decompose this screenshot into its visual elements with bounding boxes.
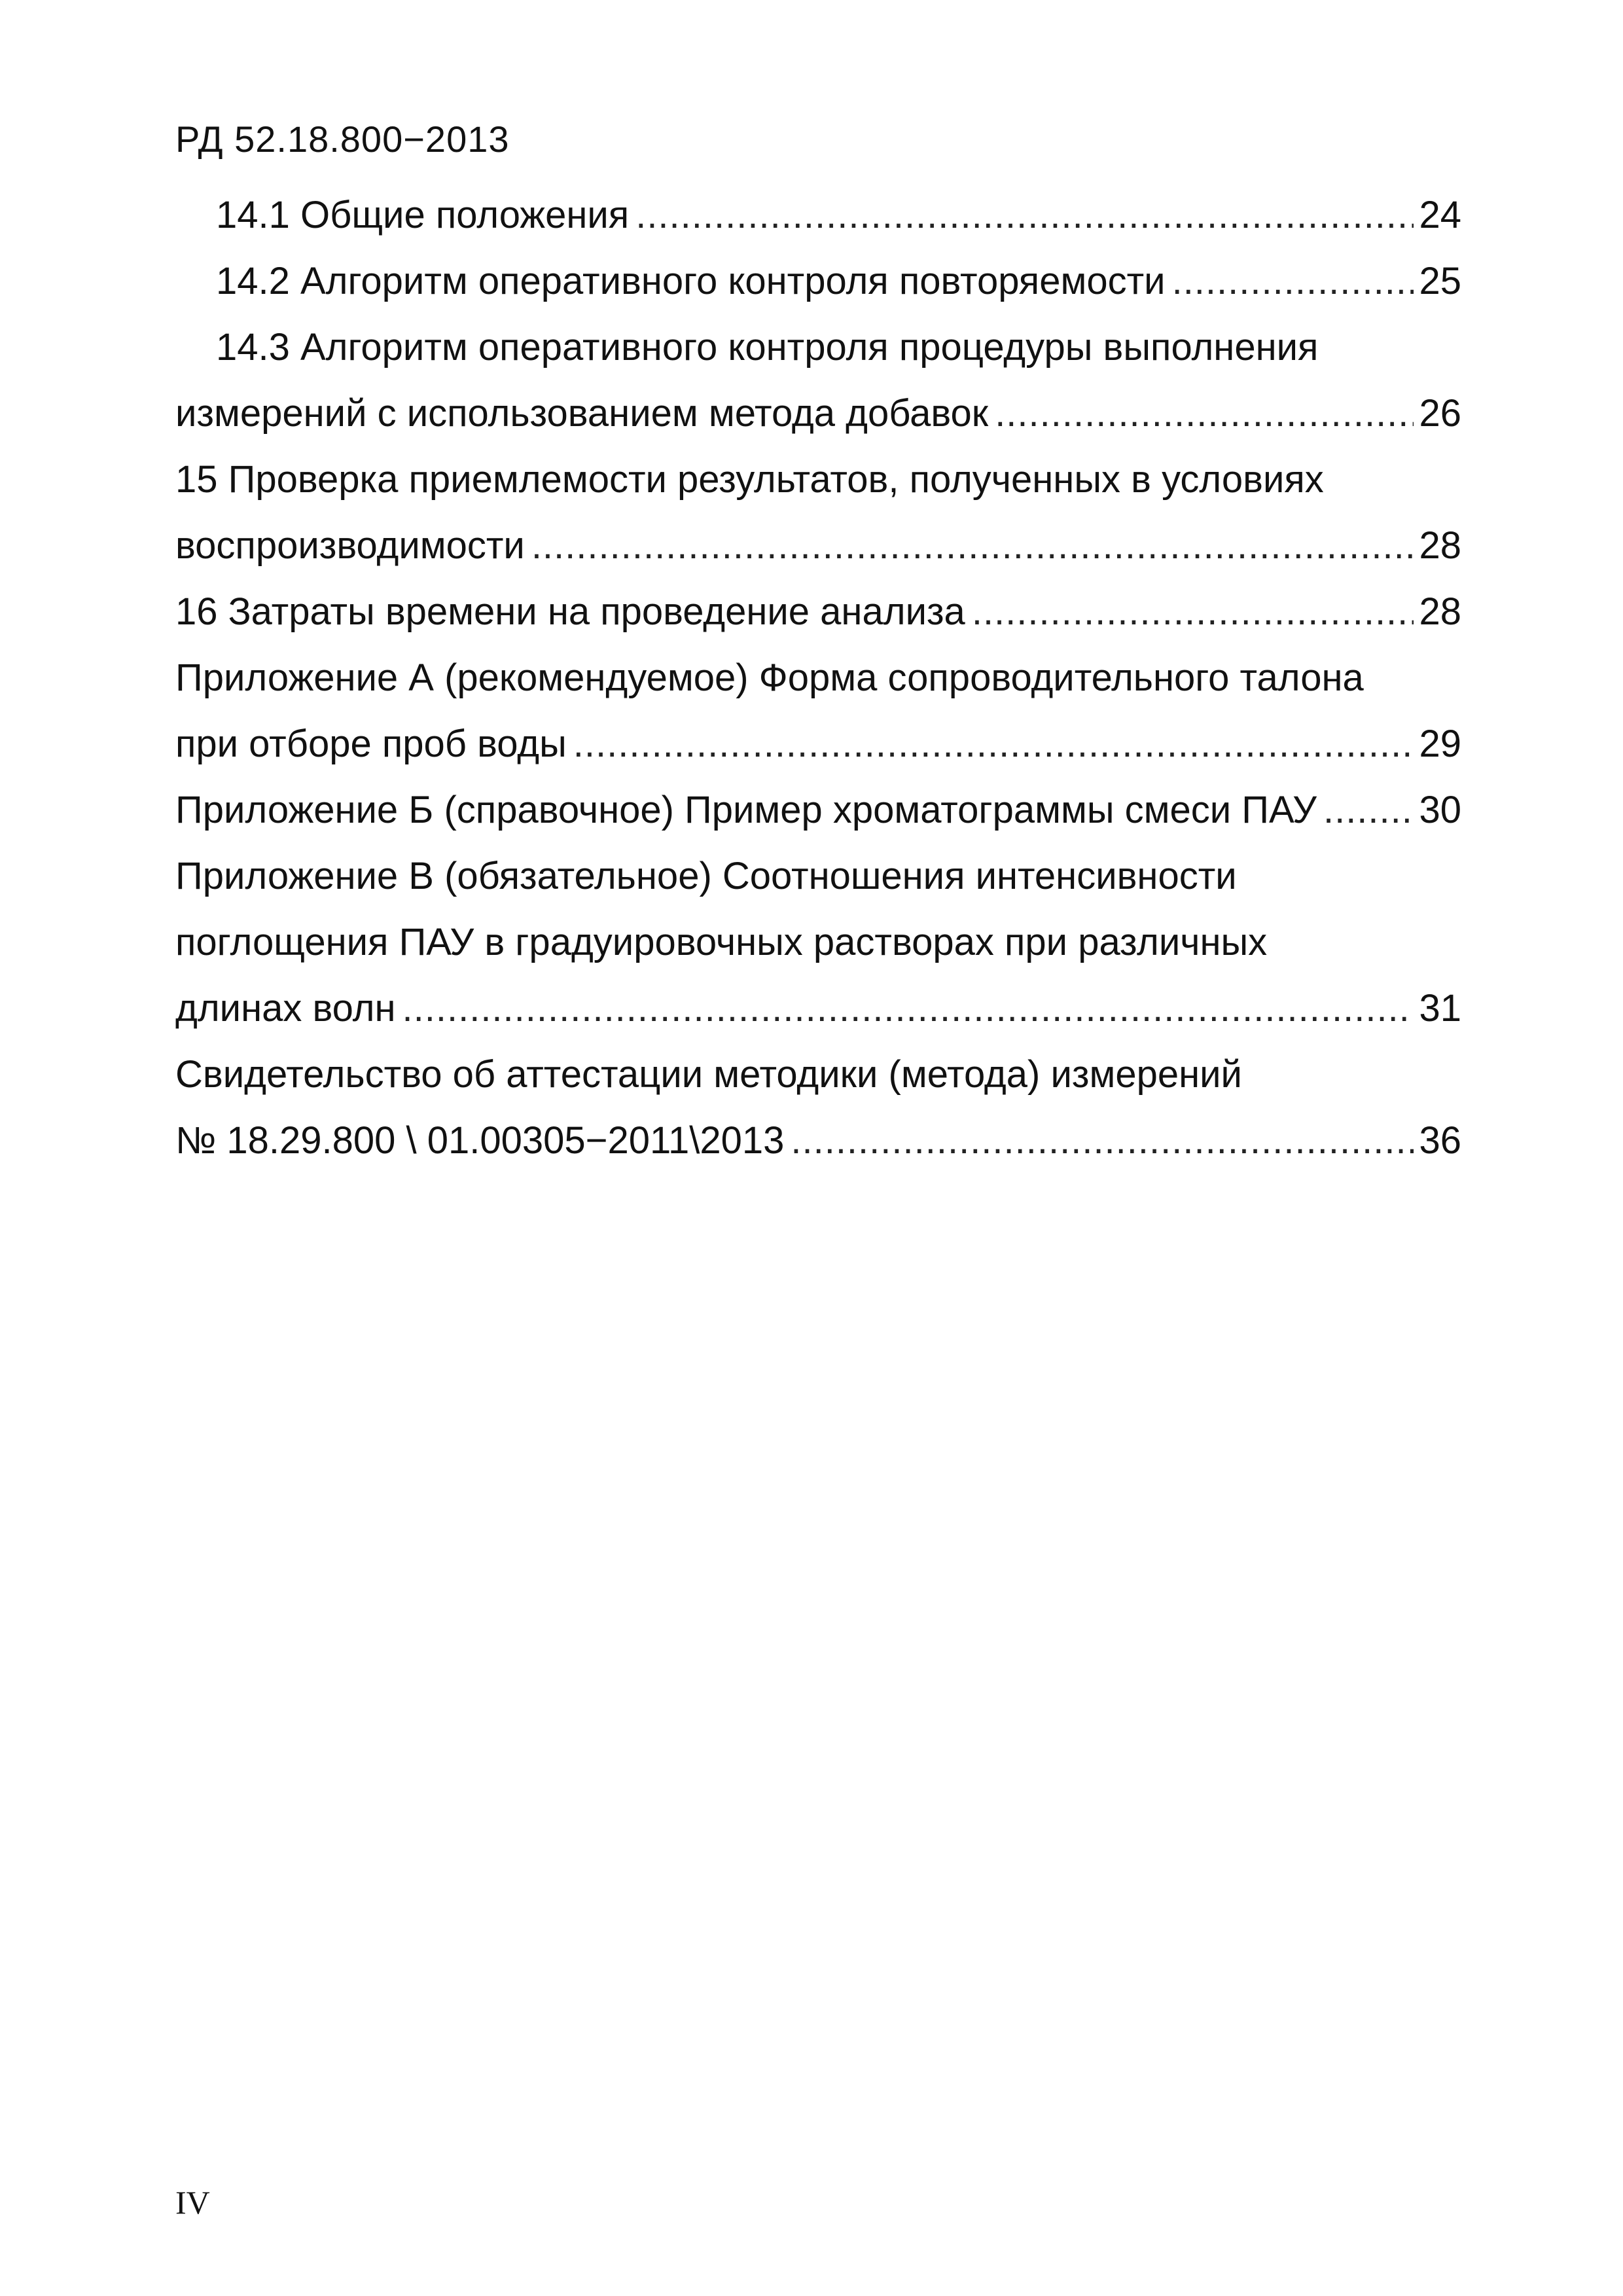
- toc-page-number: 25: [1419, 260, 1461, 302]
- toc-entry-title: 14.1 Общие положения: [216, 194, 630, 236]
- dot-leader: [1172, 248, 1414, 314]
- toc-entry[interactable]: [175, 248, 1461, 314]
- toc-entry[interactable]: [175, 975, 1461, 1041]
- toc-page-number: 30: [1419, 789, 1461, 831]
- toc-entry[interactable]: [175, 182, 1461, 248]
- document-id-header: РД 52.18.800−2013: [175, 118, 510, 160]
- toc-entry-line[interactable]: [175, 909, 1461, 975]
- toc-entry-line[interactable]: [175, 645, 1461, 711]
- dot-leader: [635, 182, 1414, 248]
- toc-entry-title-continued: при отборе проб воды: [175, 723, 567, 765]
- toc-entry-title: 14.2 Алгоритм оперативного контроля повторяемости: [216, 260, 1166, 302]
- dot-leader: [995, 380, 1414, 446]
- table-of-contents: [175, 182, 1461, 1174]
- toc-entry-line[interactable]: [175, 843, 1461, 909]
- dot-leader: [531, 512, 1414, 579]
- toc-entry-line[interactable]: [175, 446, 1461, 512]
- toc-entry[interactable]: [175, 579, 1461, 645]
- toc-page-number: 24: [1419, 194, 1461, 236]
- toc-entry-title: Приложение А (рекомендуемое) Форма сопроводительного талона: [175, 656, 1364, 699]
- toc-page-number: 28: [1419, 590, 1461, 633]
- toc-entry[interactable]: [175, 711, 1461, 777]
- toc-page-number: 31: [1419, 987, 1461, 1030]
- toc-entry-line[interactable]: [175, 314, 1461, 380]
- toc-entry-title-continued: длинах волн: [175, 987, 396, 1030]
- toc-page-number: 26: [1419, 392, 1461, 435]
- dot-leader: [1323, 777, 1414, 843]
- toc-entry[interactable]: [175, 380, 1461, 446]
- toc-entry-title-continued: воспроизводимости: [175, 524, 525, 567]
- toc-entry-title-continued: поглощения ПАУ в градуировочных растворах при различных: [175, 921, 1268, 963]
- toc-entry[interactable]: [175, 512, 1461, 579]
- dot-leader: [972, 579, 1414, 645]
- toc-entry-title: 16 Затраты времени на проведение анализа: [175, 590, 965, 633]
- toc-entry[interactable]: [175, 1107, 1461, 1174]
- toc-entry[interactable]: [175, 777, 1461, 843]
- toc-entry-title: 14.3 Алгоритм оперативного контроля процедуры выполнения: [216, 326, 1319, 368]
- page-number-footer: IV: [175, 2184, 210, 2221]
- toc-entry-title: 15 Проверка приемлемости результатов, полученных в условиях: [175, 458, 1324, 501]
- toc-entry-title-continued: № 18.29.800 \ 01.00305−2011\2013: [175, 1119, 785, 1162]
- toc-entry-line[interactable]: [175, 1041, 1461, 1107]
- toc-page-number: 36: [1419, 1119, 1461, 1162]
- toc-entry-title: Свидетельство об аттестации методики (метода) измерений: [175, 1053, 1242, 1096]
- dot-leader: [573, 711, 1414, 777]
- toc-page-number: 29: [1419, 723, 1461, 765]
- dot-leader: [791, 1107, 1414, 1174]
- toc-page-number: 28: [1419, 524, 1461, 567]
- toc-entry-title: Приложение Б (справочное) Пример хроматограммы смеси ПАУ: [175, 789, 1317, 831]
- dot-leader: [402, 975, 1414, 1041]
- toc-entry-title-continued: измерений с использованием метода добавок: [175, 392, 989, 435]
- toc-entry-title: Приложение В (обязательное) Соотношения интенсивности: [175, 855, 1237, 897]
